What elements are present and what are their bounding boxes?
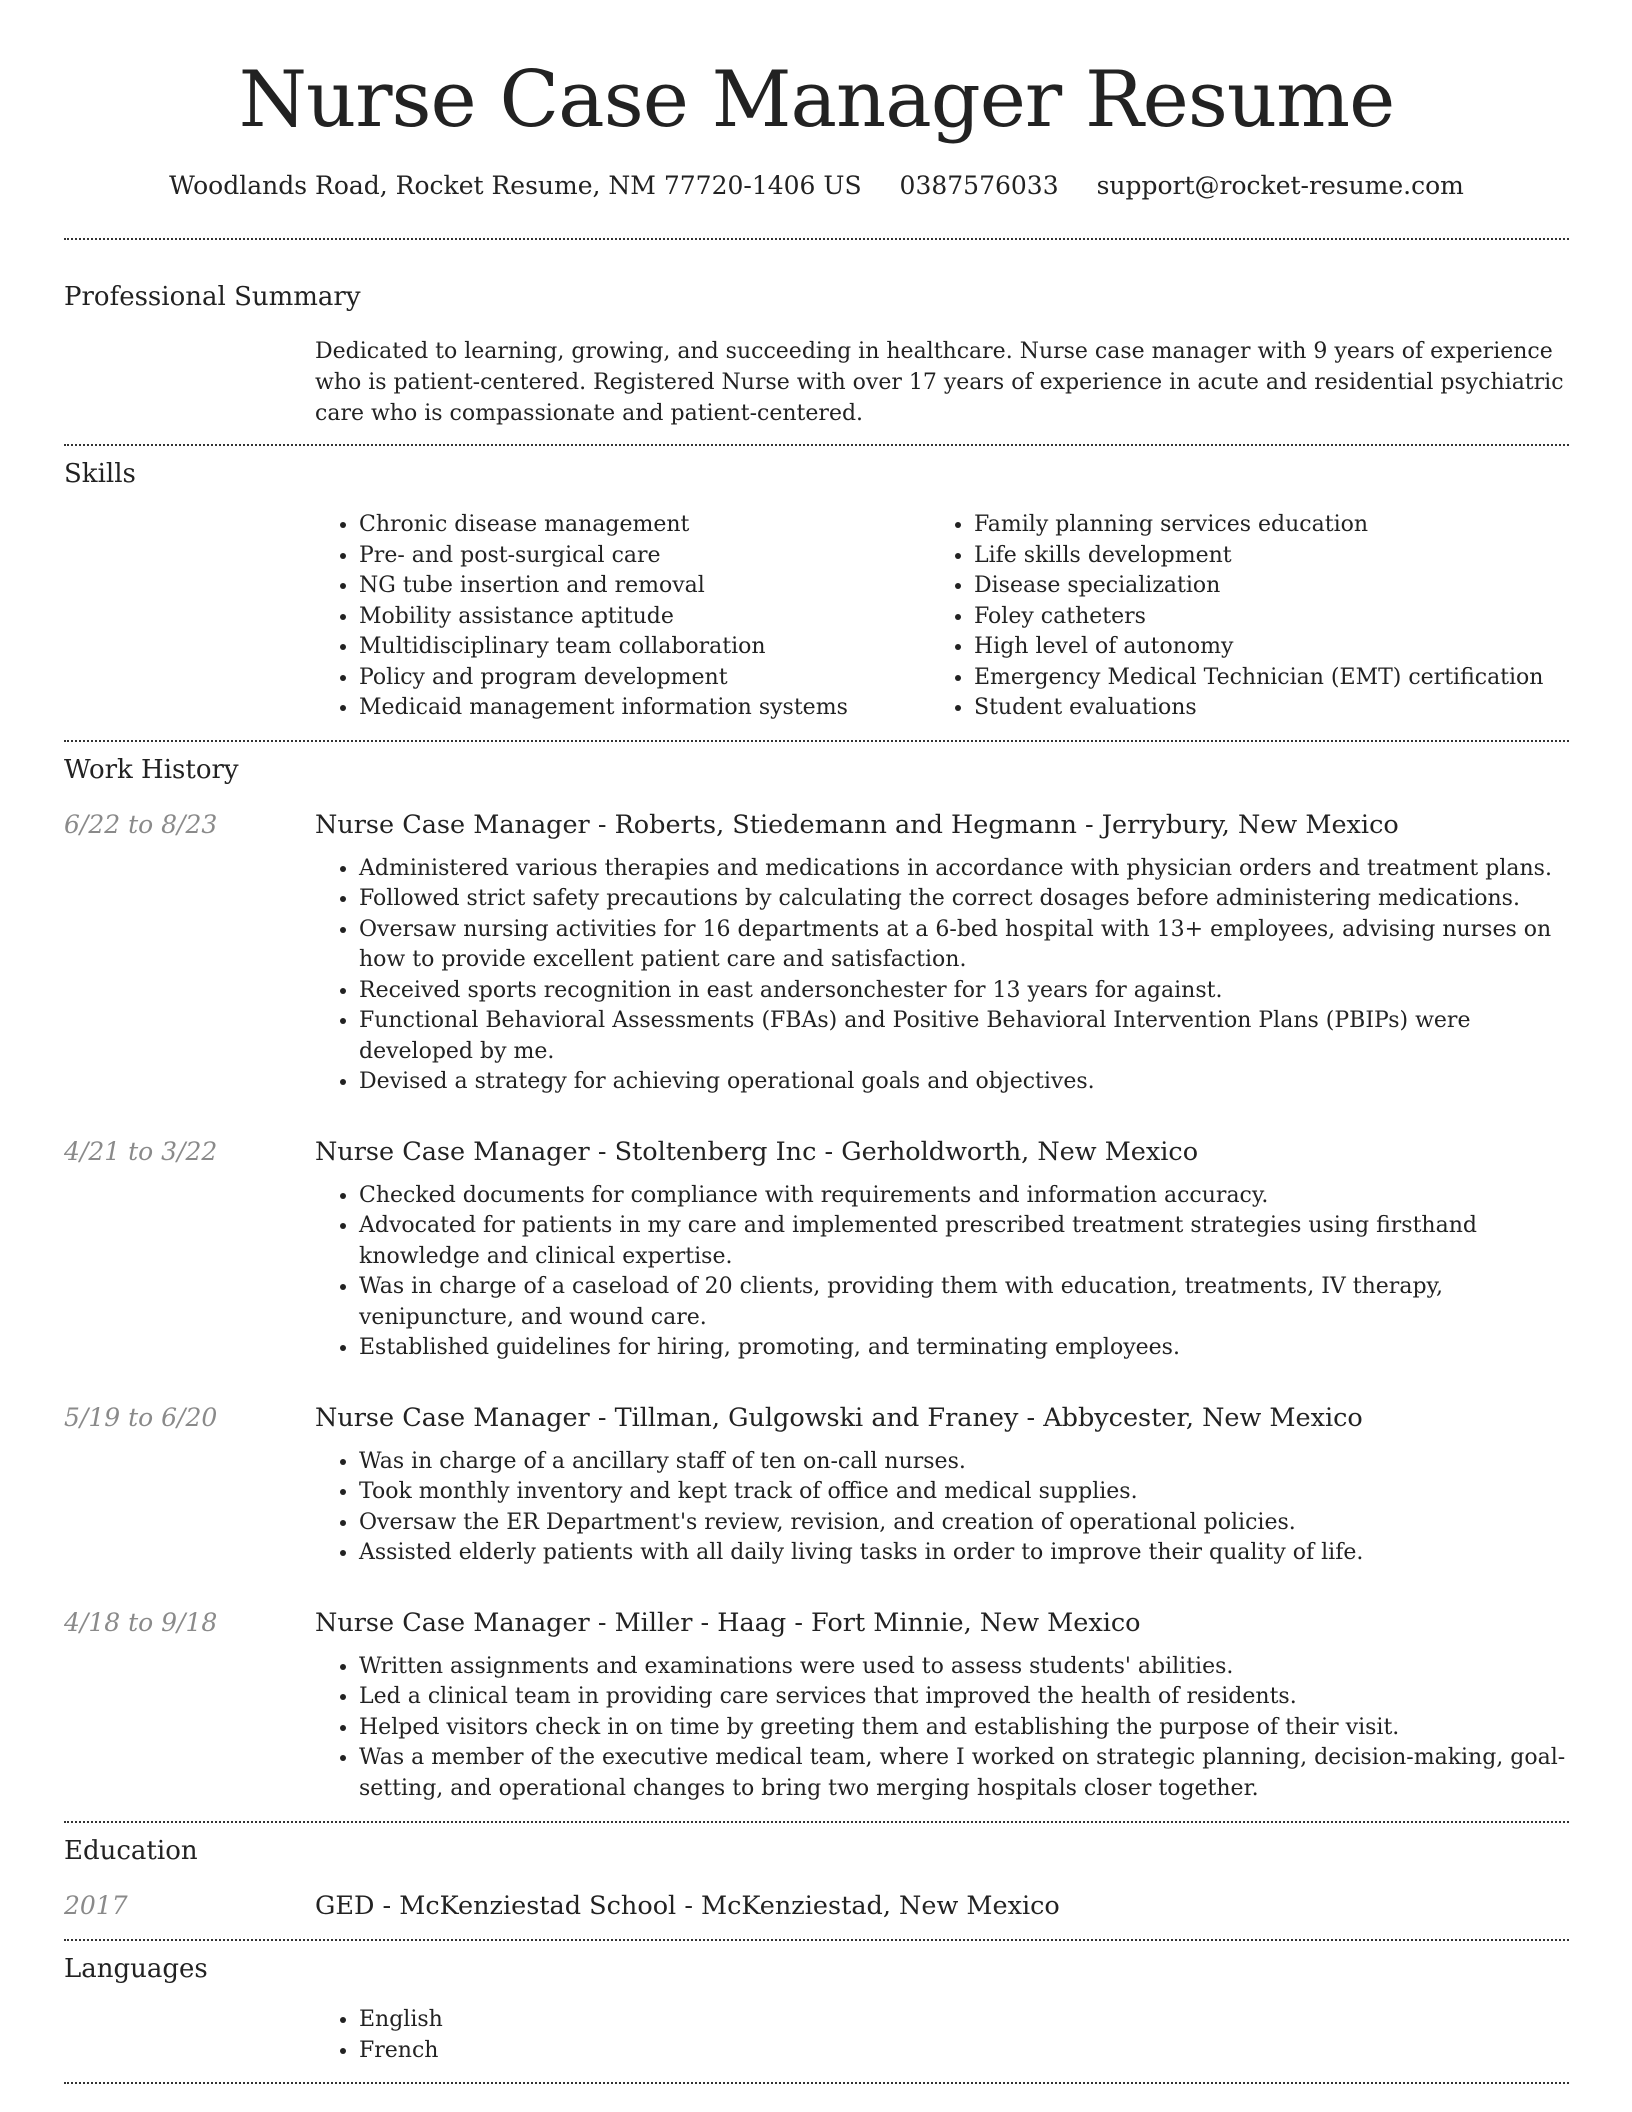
job-bullet: • Was a member of the executive medical team, where I worked on strategic planning, decision-making, goal-setting, and operational changes to bring two merging hospitals closer together. (359, 1743, 1569, 1804)
job-title: Nurse Case Manager - Miller - Haag - Fort Minnie, New Mexico (315, 1607, 1141, 1638)
skill-item: • Pre- and post-surgical care (359, 541, 930, 572)
job-bullet: • Oversaw nursing activities for 16 departments at a 6-bed hospital with 13+ employees, advising nurses on how to provide excellent patient care and satisfaction. (359, 915, 1569, 976)
job-bullet: • Was in charge of a ancillary staff of ten on-call nurses. (359, 1447, 1569, 1478)
job-bullet: • Devised a strategy for achieving operational goals and objectives. (359, 1067, 1569, 1098)
summary-section (64, 280, 1569, 429)
skill-item: • Disease specialization (974, 571, 1545, 602)
job-bullet: • Followed strict safety precautions by calculating the correct dosages before administering medications. (359, 884, 1569, 915)
job-entry (64, 1607, 1569, 1805)
job-bullet: • Was in charge of a caseload of 20 clients, providing them with education, treatments, IV therapy, venipuncture, and wound care. (359, 1272, 1569, 1333)
job-bullet: • Administered various therapies and medications in accordance with physician orders and treatment plans. (359, 854, 1569, 885)
resume-page (64, 0, 1569, 2084)
language-item: • English (359, 2005, 1569, 2036)
job-bullet: • Written assignments and examinations were used to assess students' abilities. (359, 1652, 1569, 1683)
skills-heading: Skills (64, 459, 136, 489)
divider (64, 2082, 1569, 2084)
divider (64, 740, 1569, 742)
summary-heading: Professional Summary (64, 282, 361, 312)
education-entry: GED - McKenziestad School - McKenziestad, New Mexico (315, 1891, 1060, 1921)
skills-section (64, 457, 1569, 724)
contact-line (64, 168, 1569, 204)
job-title: Nurse Case Manager - Stoltenberg Inc - Gerholdworth, New Mexico (315, 1136, 1199, 1167)
job-bullet: • Advocated for patients in my care and implemented prescribed treatment strategies using firsthand knowledge and clinical expertise. (359, 1211, 1569, 1272)
skill-item: • NG tube insertion and removal (359, 571, 930, 602)
divider (64, 1821, 1569, 1823)
job-bullet: • Functional Behavioral Assessments (FBAs) and Positive Behavioral Intervention Plans (PBIPs) were developed by me. (359, 1006, 1569, 1067)
skills-list-right (930, 510, 1545, 724)
job-bullet: • Received sports recognition in east andersonchester for 13 years for against. (359, 976, 1569, 1007)
job-bullet: • Took monthly inventory and kept track of office and medical supplies. (359, 1477, 1569, 1508)
contact-email: support@rocket-resume.com (1096, 171, 1464, 200)
languages-section (64, 1952, 1569, 2066)
job-bullets (315, 1447, 1569, 1569)
summary-spacer (64, 336, 315, 429)
education-year: 2017 (64, 1891, 128, 1920)
contact-address: Woodlands Road, Rocket Resume, NM 77720-1406 US (169, 171, 862, 200)
skill-item: • Emergency Medical Technician (EMT) certification (974, 663, 1545, 694)
education-section (64, 1834, 1569, 1922)
resume-title: Nurse Case Manager Resume (238, 55, 1395, 145)
skills-list-left (315, 510, 930, 724)
languages-heading: Languages (64, 1954, 208, 1984)
job-dates: 4/21 to 3/22 (64, 1136, 218, 1166)
skills-spacer (64, 510, 315, 724)
job-bullet: • Led a clinical team in providing care services that improved the health of residents. (359, 1682, 1569, 1713)
skill-item: • Policy and program development (359, 663, 930, 694)
job-title: Nurse Case Manager - Roberts, Stiedemann and Hegmann - Jerrybury, New Mexico (315, 809, 1399, 840)
job-bullets (315, 1652, 1569, 1805)
job-dates: 5/19 to 6/20 (64, 1402, 218, 1432)
skill-item: • Chronic disease management (359, 510, 930, 541)
job-entry (64, 1402, 1569, 1569)
job-title: Nurse Case Manager - Tillman, Gulgowski and Franey - Abbycester, New Mexico (315, 1402, 1363, 1433)
skill-item: • Multidisciplinary team collaboration (359, 632, 930, 663)
job-bullet: • Checked documents for compliance with requirements and information accuracy. (359, 1181, 1569, 1212)
contact-phone: 0387576033 (899, 171, 1059, 200)
work-section (64, 753, 1569, 1805)
job-dates: 4/18 to 9/18 (64, 1607, 218, 1637)
job-entry (64, 809, 1569, 1098)
work-heading: Work History (64, 754, 239, 785)
job-bullets (315, 1181, 1569, 1364)
languages-list (315, 2005, 1569, 2066)
skill-item: • Life skills development (974, 541, 1545, 572)
skills-grid (315, 510, 1569, 724)
job-bullets (315, 854, 1569, 1098)
divider (64, 444, 1569, 446)
job-dates: 6/22 to 8/23 (64, 809, 218, 839)
job-bullet: • Helped visitors check in on time by greeting them and establishing the purpose of their visit. (359, 1713, 1569, 1744)
skill-item: • High level of autonomy (974, 632, 1545, 663)
skill-item: • Medicaid management information systems (359, 693, 930, 724)
job-entry (64, 1136, 1569, 1364)
skill-item: • Foley catheters (974, 602, 1545, 633)
divider (64, 1939, 1569, 1941)
job-bullet: • Oversaw the ER Department's review, revision, and creation of operational policies. (359, 1508, 1569, 1539)
summary-text: Dedicated to learning, growing, and succeeding in healthcare. Nurse case manager with 9 years of experience who is patient-centered. Registered Nurse with over 17 years of experience in acute and residential psychiatric care who is compassionate and patient-centered. (315, 339, 1564, 426)
divider (64, 238, 1569, 240)
job-bullet: • Assisted elderly patients with all daily living tasks in order to improve their quality of life. (359, 1538, 1569, 1569)
job-bullet: • Established guidelines for hiring, promoting, and terminating employees. (359, 1333, 1569, 1364)
skill-item: • Student evaluations (974, 693, 1545, 724)
language-item: • French (359, 2036, 1569, 2067)
education-heading: Education (64, 1836, 198, 1866)
skill-item: • Mobility assistance aptitude (359, 602, 930, 633)
skill-item: • Family planning services education (974, 510, 1545, 541)
